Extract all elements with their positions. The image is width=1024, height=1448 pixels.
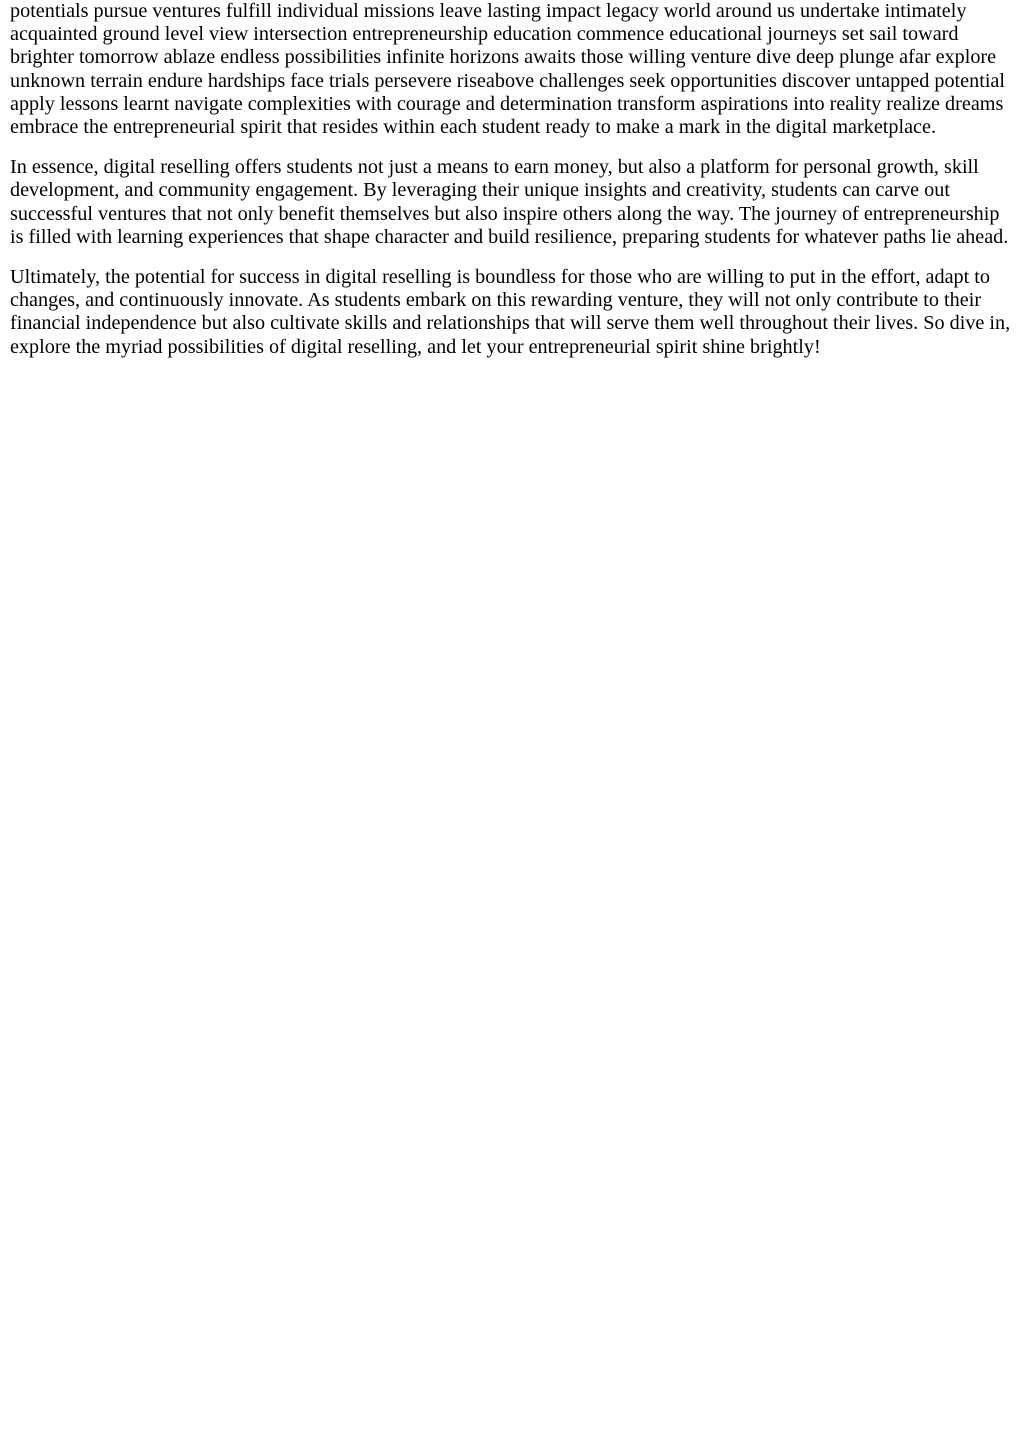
- document-body: [10, 0, 1016, 376]
- body-paragraph-3: Ultimately, the potential for success in digital reselling is boundless for those who are willing to put in the effort, adapt to changes, and continuously innovate. As students embark on this rewarding venture, they will not only contribute to their financial independence but also cultivate skills and relationships that will serve them well throughout their lives. So dive in, explore the myriad possibilities of digital reselling, and let your entrepreneurial spirit shine brightly!: [10, 266, 1011, 358]
- body-paragraph-1: potentials pursue ventures fulfill individual missions leave lasting impact legacy world around us undertake intimately acquainted ground level view intersection entrepreneurship education commence educational journeys set sail toward brighter tomorrow ablaze endless possibilities infinite horizons awaits those willing venture dive deep plunge afar explore unknown terrain endure hardships face trials persevere riseabove challenges seek opportunities discover untapped potential apply lessons learnt navigate complexities with courage and determination transform aspirations into reality realize dreams embrace the entrepreneurial spirit that resides within each student ready to make a mark in the digital marketplace.: [10, 0, 1006, 139]
- body-paragraph-2: In essence, digital reselling offers students not just a means to earn money, but also a platform for personal growth, skill development, and community engagement. By leveraging their unique insights and creativity, students can carve out successful ventures that not only benefit themselves but also inspire others along the way. The journey of entrepreneurship is filled with learning experiences that shape character and build resilience, preparing students for whatever paths lie ahead.: [10, 156, 1009, 248]
